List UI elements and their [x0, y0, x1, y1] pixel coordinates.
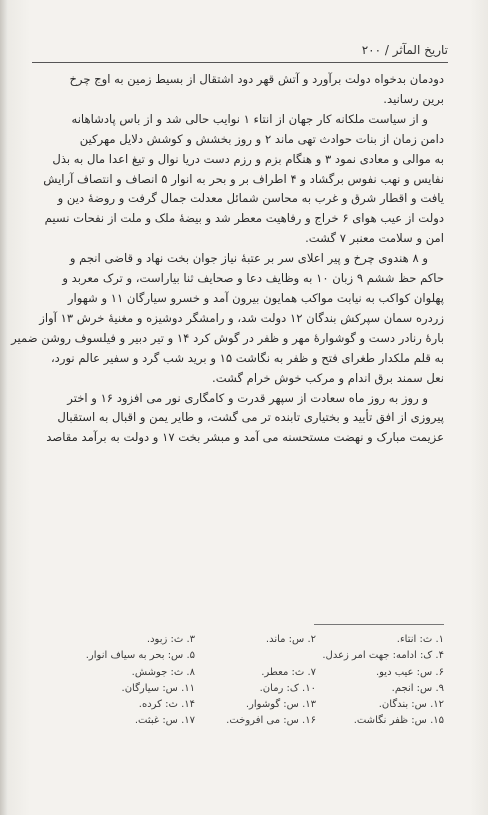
text-line: و روز به روز ماه سعادت از سپهر قدرت و کامگاری نور می افزود ۱۶ و اختر	[67, 390, 428, 405]
text-line: به قلم ملکدار طغرای فتح و ظفر به نگاشت ۱۵ و برید شب گرد و سفیر عالم نورد،	[50, 350, 444, 365]
text-line: نفایس و نهب نفوس برگشاد و ۴ اطراف بر و بحر به انوار ۵ انصاف و انتصاف آرایش	[43, 171, 444, 186]
footnote-item: ۶. س: عیب دیو.	[375, 666, 444, 678]
footnote-item	[195, 648, 316, 664]
footnotes	[70, 632, 444, 730]
footnote-row	[70, 632, 444, 648]
text-line: به موالی و معادی نمود ۳ و هنگام بزم و رزم دست دریا نوال و تیغ اعدا مال به بذل	[52, 151, 444, 166]
text-line: پهلوان کواکب به نیابت مواکب همایون بیرون آمد و خسرو سیارگان ۱۱ و شهوار	[67, 290, 444, 305]
text-line: دودمان بدخواه دولت برآورد و آتش قهر دود اشتقال از بسیط زمین به اوج چرخ	[69, 72, 444, 86]
text-line: دامن زمان از بنات حوادث تهی ماند ۲ و روز بخشش و کوشش دلایل مهرکین	[79, 131, 444, 146]
footnote-item: ۲. س: ماند.	[265, 634, 316, 645]
text-line: عزیمت مبارک و نهضت مستحسنه می آمد و مبشر بخت ۱۷ و دولت به برآمد مقاصد	[46, 430, 444, 445]
text-line: و ۸ هندوی چرخ و پیر اعلای سر بر عتبهٔ نیاز جوان بخت نهاد و قاضی انجم و	[69, 251, 428, 266]
text-line: برین رسانید.	[383, 91, 444, 106]
footnote-rule	[314, 624, 444, 625]
footnote-row	[70, 665, 444, 681]
footnote-item: ۱۲. س: بندگان.	[378, 699, 444, 711]
footnote-item: ۱۵. س: ظفر نگاشت.	[353, 715, 444, 727]
footnote-item: ۱۳. س: گوشوار.	[245, 699, 316, 711]
text-line: امن و سلامت معنبر ۷ گشت.	[305, 231, 444, 246]
text-line: بارهٔ رنادر دست و گوشوارهٔ مهر و ظفر در گوش کرد ۱۴ و تیر دبیر و فیلسوف روشن ضمیر	[11, 330, 444, 345]
footnote-item: ۱۰. ک: رمان.	[259, 682, 316, 694]
footnote-item: ۱۴. ث: کرده.	[138, 699, 195, 711]
footnote-item: ۱۱. س: سیارگان.	[121, 682, 195, 694]
text-line: پیروزی از افق تأیید و بختیاری تابنده تر می گشت، و طایر یمن و اقبال به استقبال	[57, 410, 444, 425]
footnote-row	[70, 697, 444, 713]
footnote-item: ۱۷. س: غبثت.	[134, 715, 195, 727]
footnote-item: ۸. ث: جوشش.	[131, 666, 195, 678]
footnote-item: ۵. س: بحر به سیاف انوار.	[85, 650, 195, 662]
running-header	[32, 40, 448, 60]
header-rule	[32, 62, 448, 63]
footnote-item: ۱۶. س: می افروخت.	[226, 715, 316, 727]
footnote-item: ۳. ث: زبود.	[146, 634, 195, 645]
footnote-item: ۱. ث: انتاء.	[396, 634, 444, 645]
footnote-row	[70, 713, 444, 729]
text-line: یافت و اقطار شرق و غرب به محاسن شمائل معدلت جمال گرفت و روضهٔ دین و	[57, 191, 444, 206]
text-line: نعل سمند برق اندام و مرکب خوش خرام گشت.	[212, 370, 444, 385]
text-line: زردره سمان سپرکش بندگان ۱۲ دولت شد، و رامشگر دوشیزه و مغنیهٔ خرش ۱۳ آواز	[39, 310, 444, 325]
footnote-item: ۷. ث: معطر.	[261, 666, 316, 678]
page-spine-shadow	[0, 0, 8, 815]
main-text	[11, 70, 444, 448]
text-line: دولت از عیب هوای ۶ خراج و رفاهیت معطر شد و بیضهٔ ملک و ملت از نفحات نسیم	[44, 211, 444, 226]
text-line: حاکم حظ ششم ۹ زبان ۱۰ به وظایف دعا و صحایف ثنا بیاراست، و ترک معربد و	[62, 271, 444, 286]
text-line: و از سیاست ملکانه کار جهان از انتاء ۱ نوایب حالی شد و از باس پادشاهانه	[71, 111, 428, 126]
footnote-item: ۴. ک: ادامه: جهت امر زعدل.	[322, 650, 444, 662]
footnote-row	[70, 648, 444, 664]
footnote-item: ۹. س: انجم.	[391, 682, 444, 694]
running-header-title: تاریخ المآثر / ۲۰۰	[361, 43, 448, 57]
footnote-row	[70, 681, 444, 697]
